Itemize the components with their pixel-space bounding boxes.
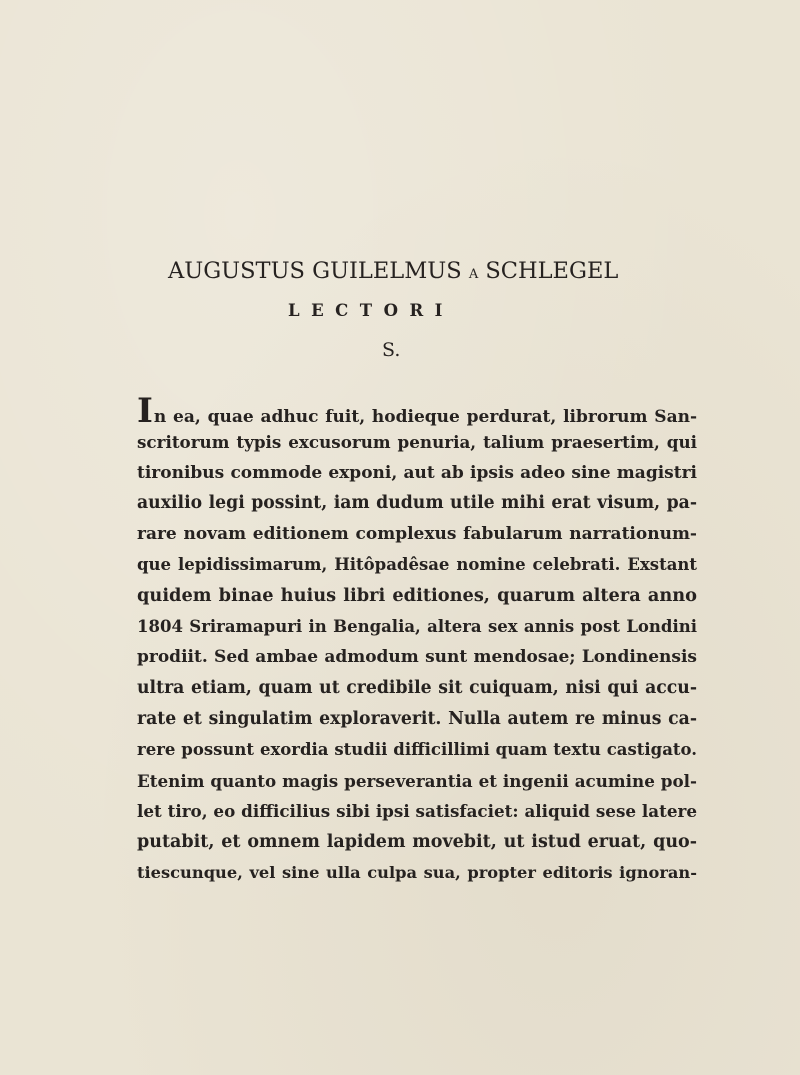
author-name: AUGUSTUS GUILELMUS: [168, 258, 462, 284]
text-line: 1804 Sriramapuri in Bengalia, altera sex annis post Londini: [137, 616, 697, 636]
text-line-content: n ea, quae adhuc fuit, hodieque perdurat, librorum San-: [153, 407, 697, 427]
body-text: [137, 396, 697, 889]
text-line: tironibus commode exponi, aut ab ipsis adeo sine magistri: [137, 462, 697, 483]
salutation: S.: [382, 339, 401, 361]
author-surname: SCHLEGEL: [485, 258, 619, 284]
text-line: let tiro, eo difficilius sibi ipsi satisfaciet: aliquid sese latere: [137, 801, 697, 822]
text-line: ultra etiam, quam ut credibile sit cuiquam, nisi qui accu-: [137, 678, 697, 699]
text-line: scritorum typis excusorum penuria, talium praesertim, qui: [137, 431, 697, 452]
text-line: quidem binae huius libri editiones, quarum altera anno: [137, 584, 697, 606]
text-line: prodiit. Sed ambae admodum sunt mendosae; Londinensis: [137, 647, 697, 668]
text-line: putabit, et omnem lapidem movebit, ut istud eruat, quo-: [137, 832, 697, 853]
author-heading: [168, 259, 638, 287]
text-line: rate et singulatim exploraverit. Nulla autem re minus ca-: [137, 708, 697, 729]
text-line: [137, 396, 697, 427]
text-line: rere possunt exordia studii difficillimi quam textu castigato.: [137, 739, 697, 759]
drop-cap-initial: I: [137, 396, 153, 427]
author-particle: A: [468, 267, 479, 282]
text-line: tiescunque, vel sine ulla culpa sua, propter editoris ignoran-: [137, 862, 697, 882]
text-line: rare novam editionem complexus fabularum narrationum-: [137, 524, 697, 545]
text-line: Etenim quanto magis perseverantia et ingenii acumine pol-: [137, 770, 697, 791]
text-line: auxilio legi possint, iam dudum utile mihi erat visum, pa-: [137, 493, 697, 514]
text-line: que lepidissimarum, Hitôpadêsae nomine celebrati. Exstant: [137, 554, 697, 574]
recipient-heading: LECTORI: [288, 301, 454, 320]
